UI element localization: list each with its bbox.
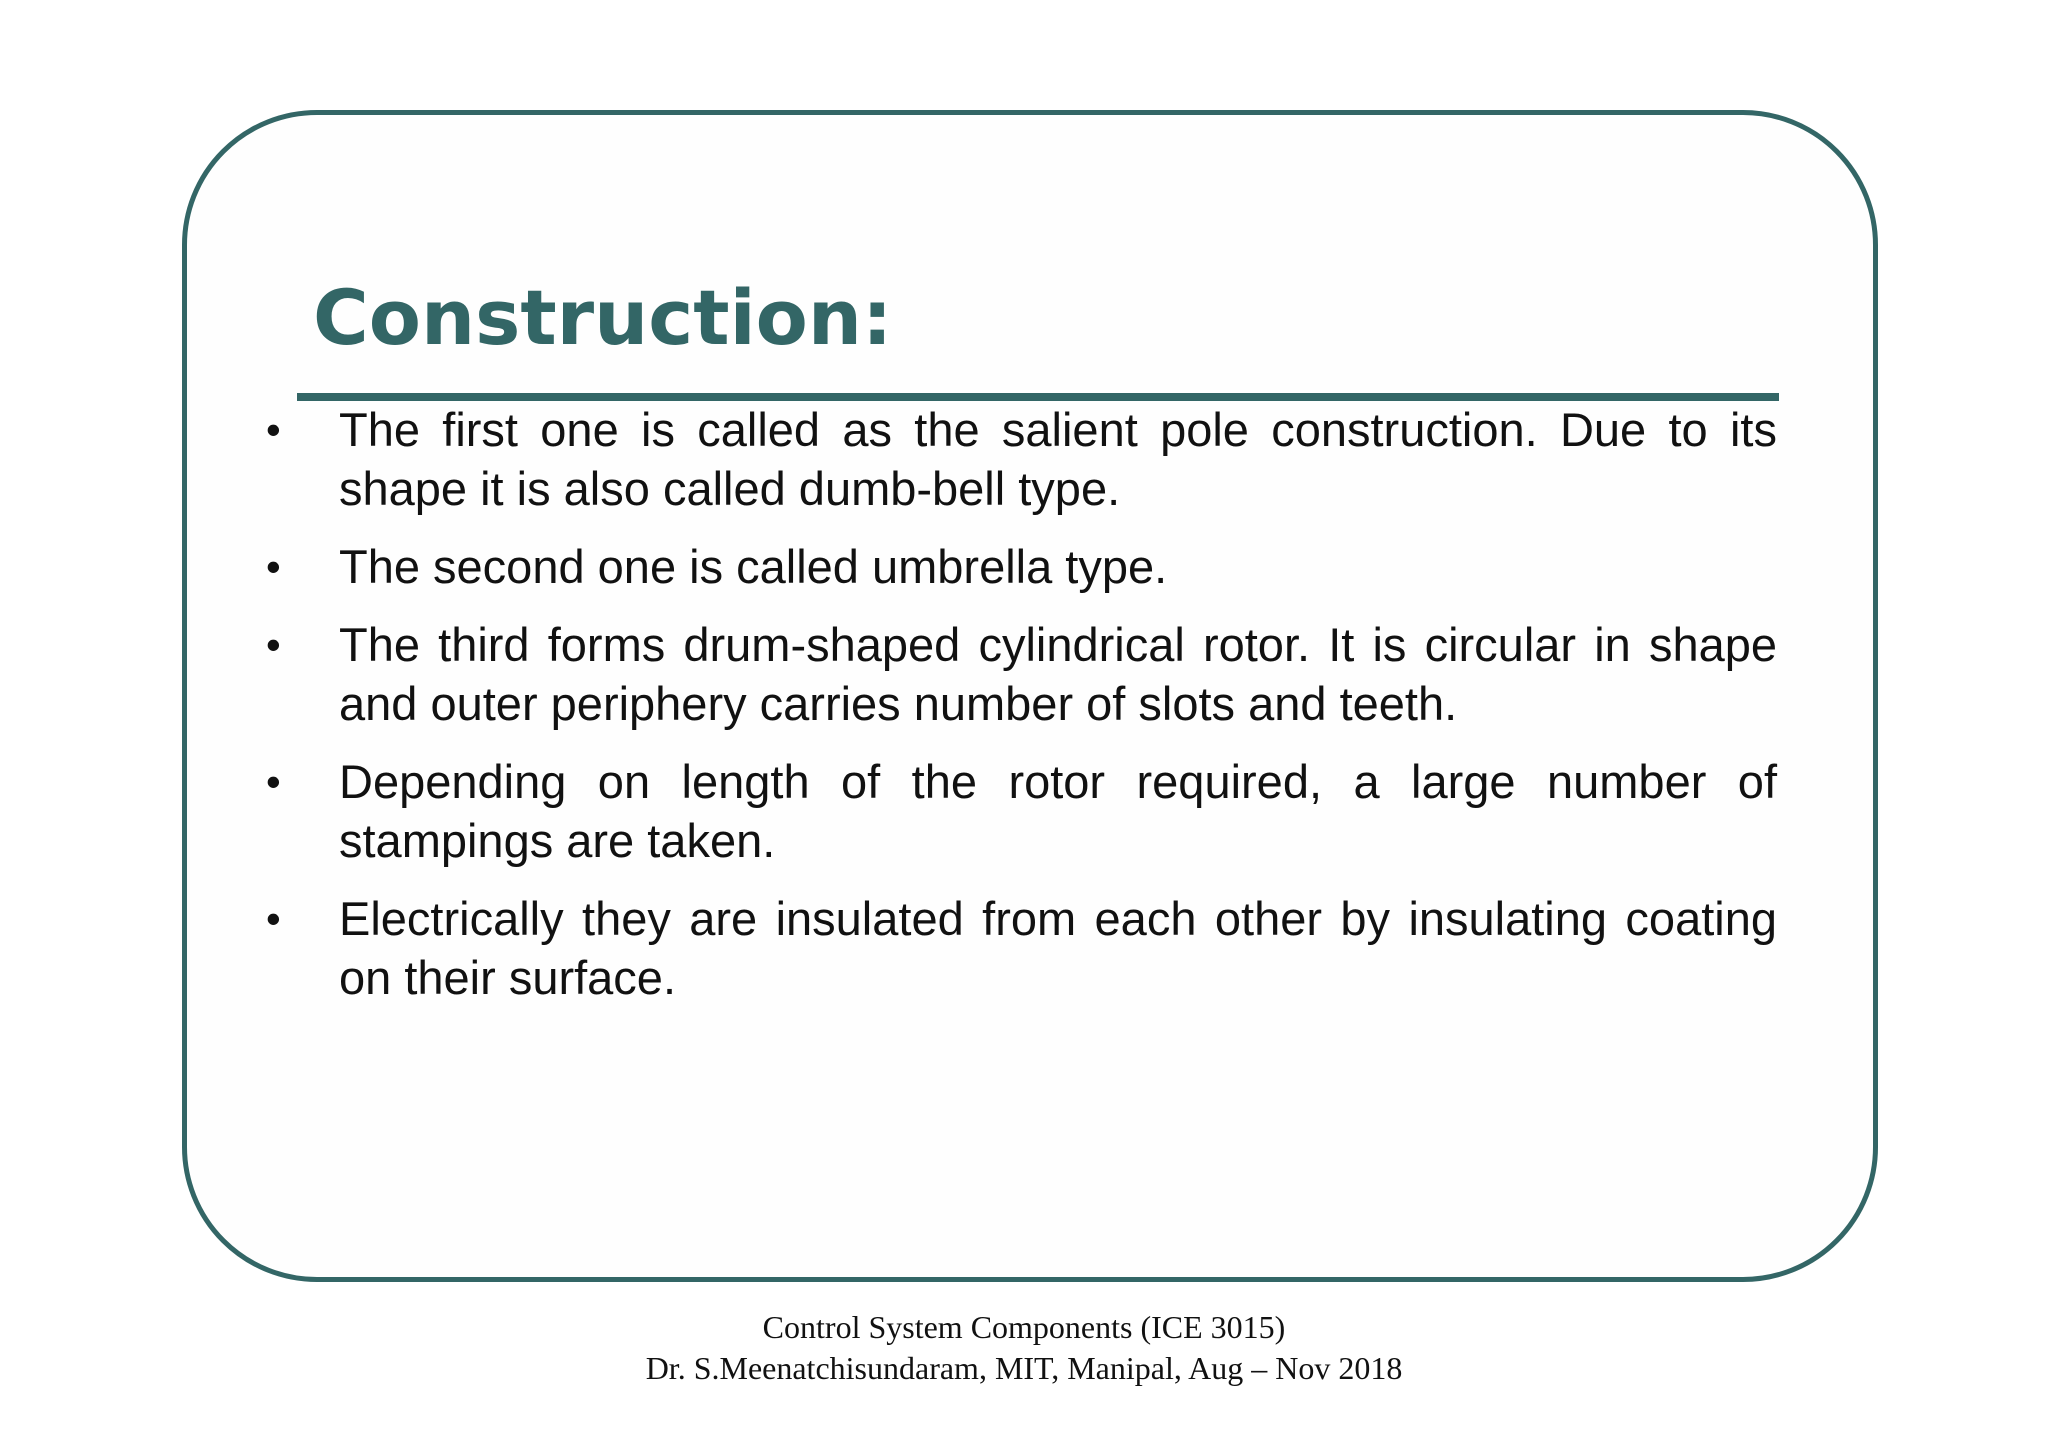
bullet-item — [262, 537, 1777, 596]
bullet-item — [262, 400, 1777, 518]
bullet-icon: • — [266, 621, 281, 668]
slide-title: Construction: — [313, 273, 893, 362]
bullet-list — [262, 400, 1777, 1026]
footer-author: Dr. S.Meenatchisundaram, MIT, Manipal, Aug – Nov 2018 — [645, 1350, 1403, 1386]
bullet-icon: • — [266, 406, 281, 453]
bullet-item — [262, 752, 1777, 870]
bullet-text: The third forms drum-shaped cylindrical rotor. It is circular in shape and outer periphery carries number of slots and teeth. — [339, 618, 1777, 730]
bullet-icon: • — [266, 543, 281, 590]
bullet-icon: • — [266, 895, 281, 942]
bullet-text: The first one is called as the salient pole construction. Due to its shape it is also called dumb-bell type. — [339, 403, 1777, 515]
bullet-item — [262, 615, 1777, 733]
footer-course: Control System Components (ICE 3015) — [762, 1309, 1286, 1345]
bullet-text: Depending on length of the rotor required, a large number of stampings are taken. — [339, 755, 1777, 867]
bullet-text: Electrically they are insulated from each other by insulating coating on their surface. — [339, 892, 1777, 1004]
bullet-text: The second one is called umbrella type. — [339, 540, 1168, 593]
bullet-icon: • — [266, 758, 281, 805]
bullet-item — [262, 889, 1777, 1007]
